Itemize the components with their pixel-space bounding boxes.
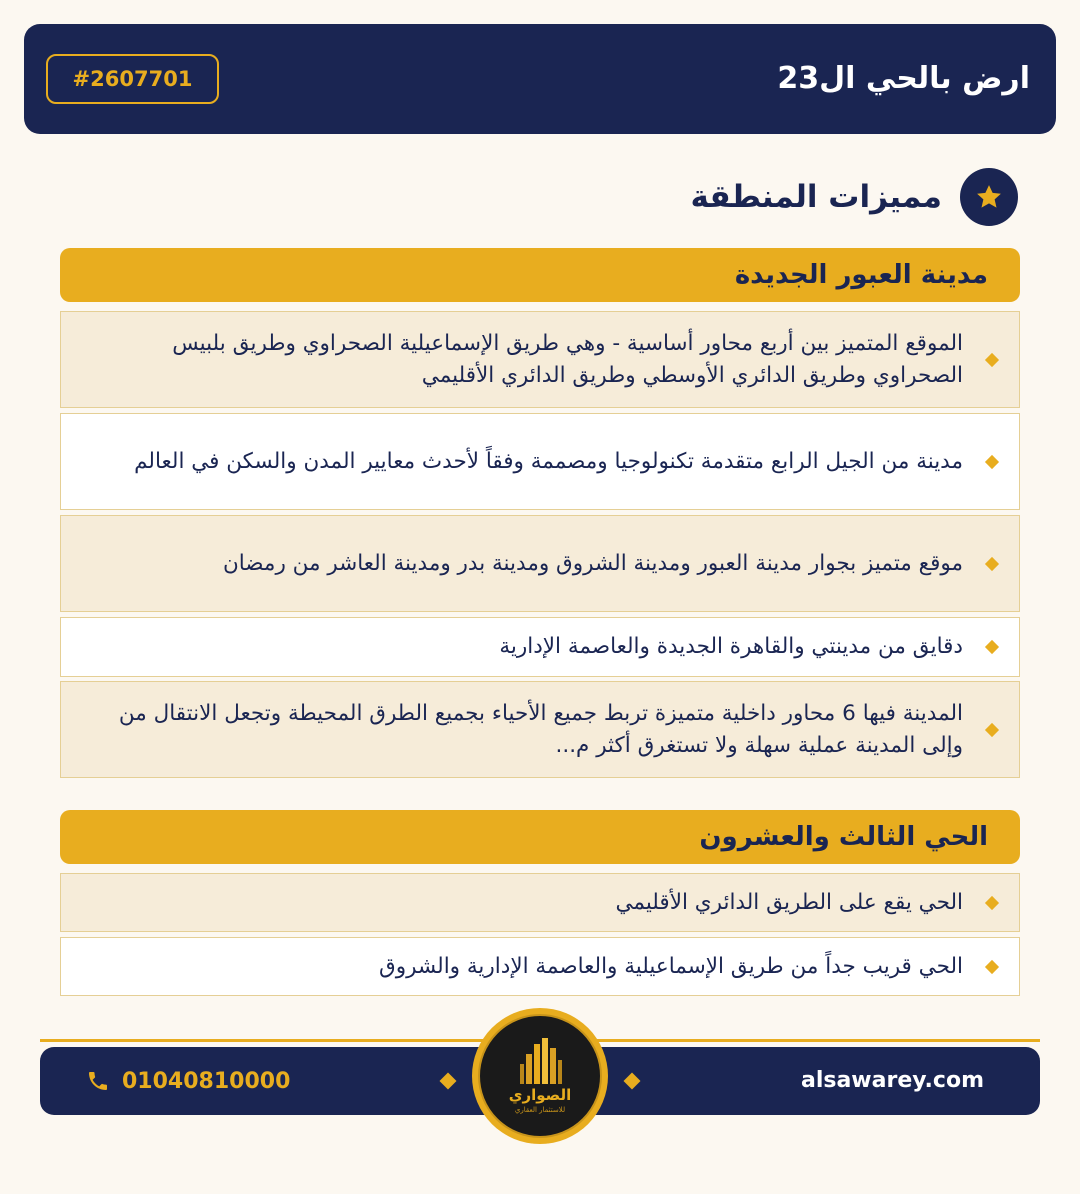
diamond-bullet-icon — [985, 454, 999, 468]
header-bar — [24, 24, 1056, 134]
diamond-bullet-icon — [985, 722, 999, 736]
website-link[interactable]: alsawarey.com — [800, 1068, 984, 1093]
phone-icon — [86, 1069, 110, 1093]
page-title: ارض بالحي ال23 — [777, 61, 1030, 96]
feature-text: الحي يقع على الطريق الدائري الأقليمي — [615, 889, 963, 915]
diamond-bullet-icon — [985, 895, 999, 909]
feature-item — [60, 873, 1020, 932]
listing-id-badge: #2607701 — [46, 54, 219, 104]
logo-tagline: للاستثمار العقاري — [514, 1106, 566, 1114]
feature-item — [60, 515, 1020, 612]
group-title: الحي الثالث والعشرون — [699, 822, 988, 852]
feature-text: المدينة فيها 6 محاور داخلية متميزة تربط جميع الأحياء بجميع الطرق المحيطة وتجعل الانتقال من وإلى المدينة عملية سهلة ولا تستغرق أكثر م... — [118, 700, 963, 758]
section-title: مميزات المنطقة — [690, 179, 942, 215]
group-header-obour — [60, 248, 1020, 302]
feature-text: مدينة من الجيل الرابع متقدمة تكنولوجيا ومصممة وفقاً لأحدث معايير المدن والسكن في العالم — [134, 448, 963, 474]
feature-item — [60, 617, 1020, 677]
group-header-district-23 — [60, 810, 1020, 864]
feature-text: الحي قريب جداً من طريق الإسماعيلية والعاصمة الإدارية والشروق — [379, 953, 963, 979]
section-heading — [691, 168, 1019, 226]
group-title: مدينة العبور الجديدة — [734, 260, 988, 290]
diamond-bullet-icon — [985, 640, 999, 654]
diamond-bullet-icon — [985, 959, 999, 973]
phone-number: 01040810000 — [122, 1068, 291, 1094]
phone-contact[interactable] — [86, 1047, 290, 1115]
feature-text: دقايق من مدينتي والقاهرة الجديدة والعاصمة الإدارية — [499, 634, 963, 659]
star-icon — [960, 168, 1018, 226]
diamond-ornament-icon — [624, 1073, 641, 1090]
diamond-ornament-icon — [440, 1073, 457, 1090]
feature-item — [60, 937, 1020, 996]
feature-item — [60, 413, 1020, 510]
company-logo — [472, 1008, 608, 1144]
feature-item — [60, 681, 1020, 778]
feature-text: الموقع المتميز بين أربع محاور أساسية - وهي طريق الإسماعيلية الصحراوي وطريق بلبيس الصحراوي وطريق الدائري الأوسطي وطريق الدائري الأقليمي — [172, 330, 963, 388]
logo-name: الصواري — [508, 1086, 572, 1104]
logo-emblem — [478, 1014, 602, 1138]
diamond-bullet-icon — [985, 556, 999, 570]
diamond-bullet-icon — [985, 352, 999, 366]
buildings-icon — [480, 1016, 602, 1138]
feature-item — [60, 311, 1020, 408]
feature-text: موقع متميز بجوار مدينة العبور ومدينة الشروق ومدينة بدر ومدينة العاشر من رمضان — [222, 550, 963, 576]
